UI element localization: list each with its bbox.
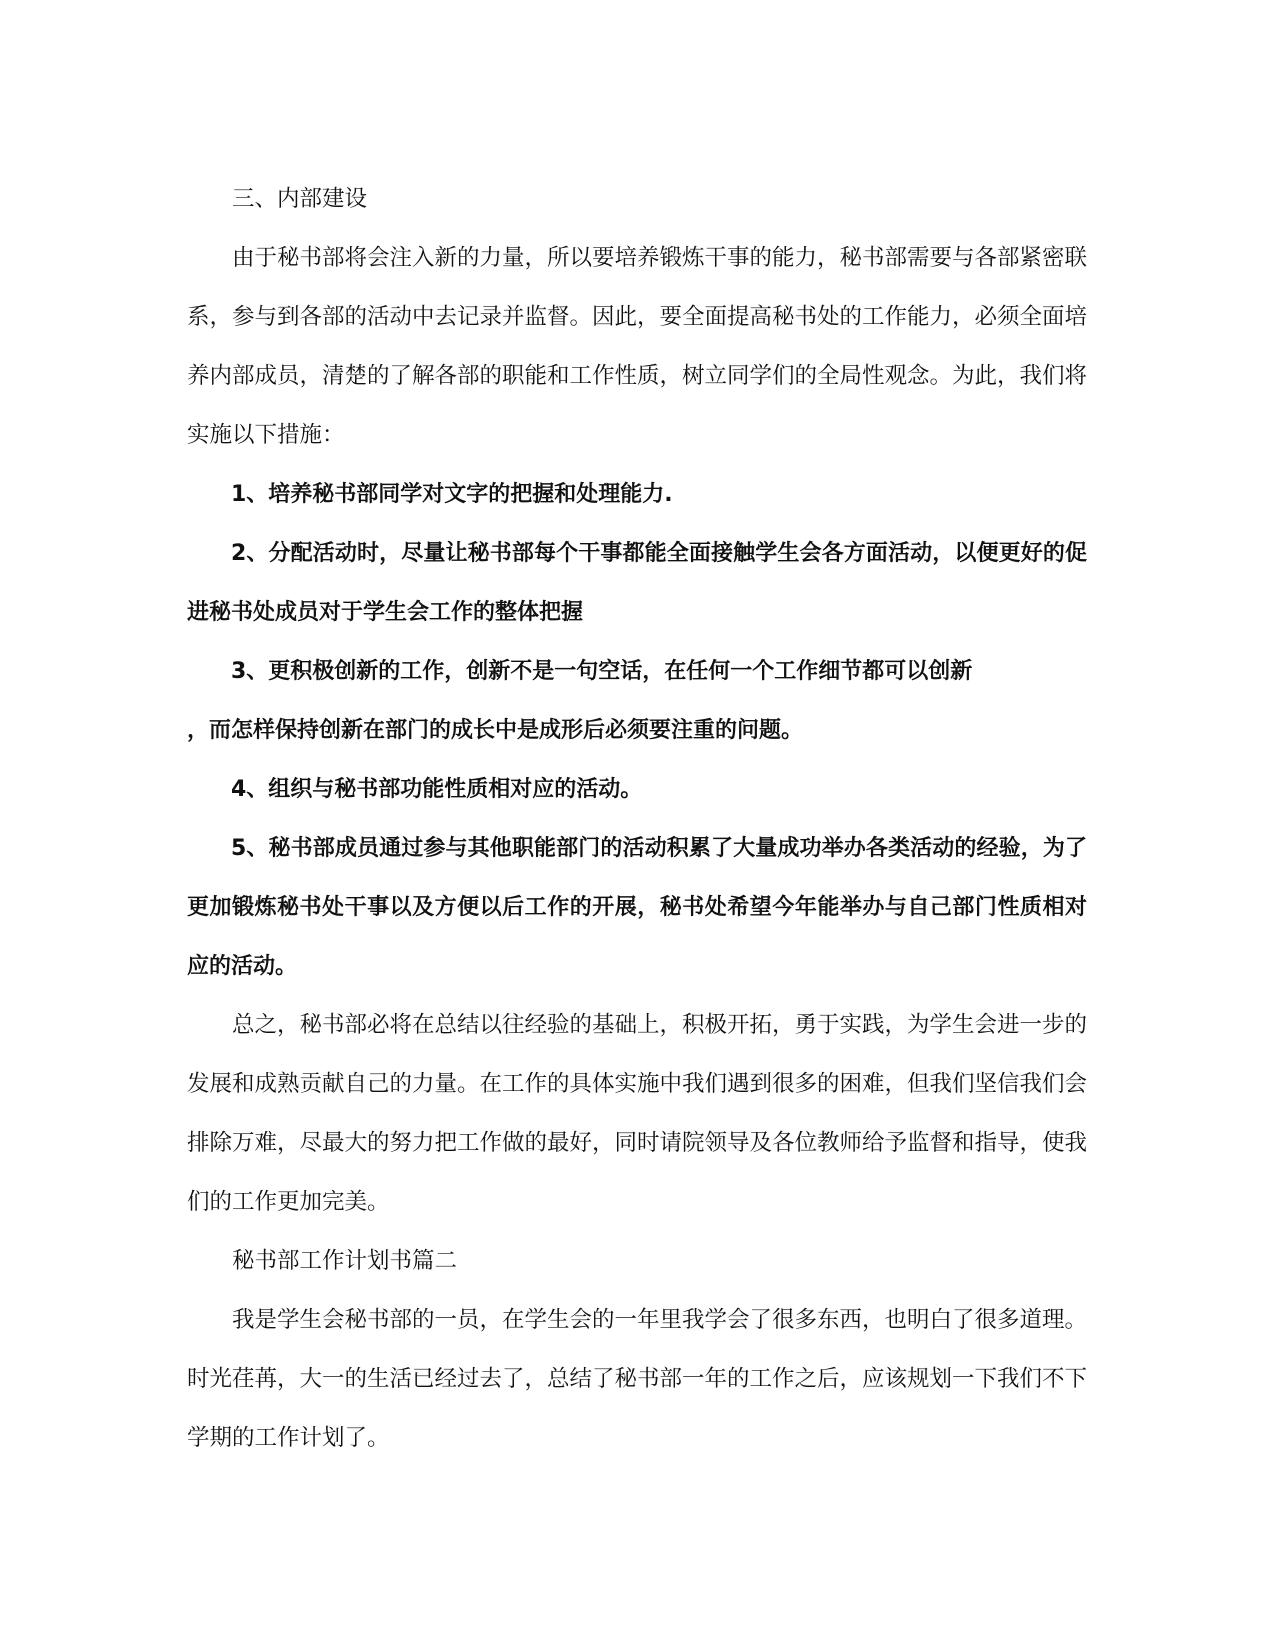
measure-item-3: 3、更积极创新的工作，创新不是一句空话，在任何一个工作细节都可以创新 xyxy=(231,659,973,684)
part-two-paragraph: 我是学生会秘书部的一员，在学生会的一年里我学会了很多东西，也明白了很多道理。时光荏苒，大一的生活已经过去了，总结了秘书部一年的工作之后，应该规划一下我们不下学期的工作计划了。 xyxy=(187,1307,1088,1451)
measure-item-4: 4、组织与秘书部功能性质相对应的活动。 xyxy=(231,777,643,802)
intro-paragraph: 由于秘书部将会注入新的力量，所以要培养锻炼干事的能力，秘书部需要与各部紧密联系，参与到各部的活动中去记录并监督。因此，要全面提高秘书处的工作能力，必须全面培养内部成员，清楚的了解各部的职能和工作性质，树立同学们的全局性观念。为此，我们将实施以下措施： xyxy=(187,245,1088,448)
measure-item-5: 5、秘书部成员通过参与其他职能部门的活动积累了大量成功举办各类活动的经验，为了更加锻炼秘书处干事以及方便以后工作的开展，秘书处希望今年能举办与自己部门性质相对应的活动。 xyxy=(187,836,1087,979)
measure-item-2: 2、分配活动时，尽量让秘书部每个干事都能全面接触学生会各方面活动，以便更好的促进秘书处成员对于学生会工作的整体把握 xyxy=(187,541,1087,625)
measure-item-3-continuation: ，而怎样保持创新在部门的成长中是成形后必须要注重的问题。 xyxy=(187,718,804,743)
part-two-title: 秘书部工作计划书篇二 xyxy=(232,1248,458,1274)
measure-item-1: 1、培养秘书部同学对文字的把握和处理能力. xyxy=(231,482,673,507)
conclusion-paragraph: 总之，秘书部必将在总结以往经验的基础上，积极开拓，勇于实践，为学生会进一步的发展和成熟贡献自己的力量。在工作的具体实施中我们遇到很多的困难，但我们坚信我们会排除万难，尽最大的努力把工作做的最好，同时请院领导及各位教师给予监督和指导，使我们的工作更加完美。 xyxy=(187,1012,1088,1215)
section-heading: 三、内部建设 xyxy=(232,186,368,212)
document-body xyxy=(187,170,1087,1468)
